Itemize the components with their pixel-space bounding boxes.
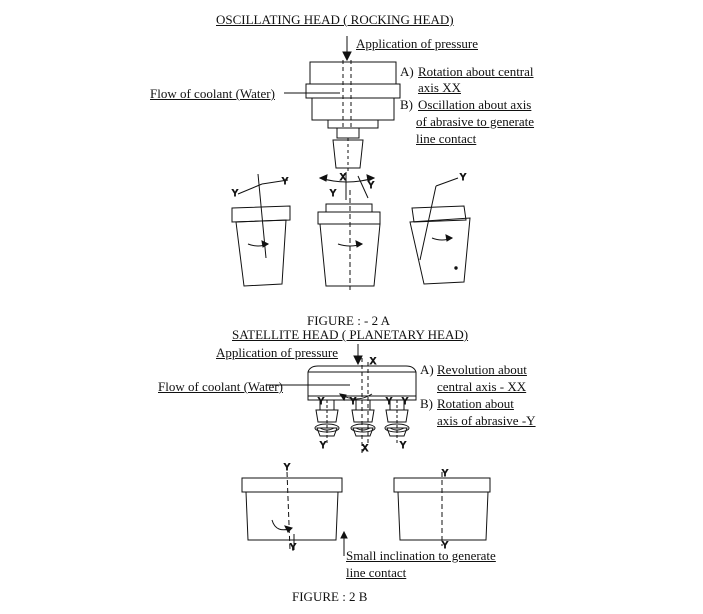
spindle-a xyxy=(333,128,363,172)
fig-a-note-b-line1: Oscillation about axis xyxy=(418,97,532,112)
axis-label-y-a1: Y xyxy=(330,188,337,198)
abrasive-block-left xyxy=(242,472,342,550)
axis-label-x-b1: X xyxy=(370,356,377,366)
fig-a-note-a-line2: axis XX xyxy=(418,80,461,95)
axis-label-y-b2: Y xyxy=(350,396,357,406)
fig-b-note-b-prefix: B) xyxy=(420,396,433,411)
fig-b-note-a-prefix: A) xyxy=(420,362,434,377)
fig-b-title: SATELLITE HEAD ( PLANETARY HEAD) xyxy=(232,327,469,342)
abrasive-tilted-right xyxy=(410,178,470,284)
fig-b-inclination-line1: Small inclination to generate xyxy=(346,548,496,563)
axis-label-x-b2: X xyxy=(362,443,369,453)
fig-b-pressure-label: Application of pressure xyxy=(216,345,339,360)
fig-a-note-b-line2: of abrasive to generate xyxy=(416,114,535,129)
fig-a-note-a-prefix: A) xyxy=(400,64,414,79)
satellite-abrasive-1 xyxy=(315,400,339,444)
axis-label-y-a4: Y xyxy=(282,176,289,186)
fig-a-note-b-line3: line contact xyxy=(416,131,477,146)
satellite-head-body xyxy=(266,358,416,454)
axis-label-y-b10: Y xyxy=(442,540,449,550)
fig-b-inclination-line2: line contact xyxy=(346,565,407,580)
abrasive-block-right xyxy=(394,472,490,546)
fig-a-title: OSCILLATING HEAD ( ROCKING HEAD) xyxy=(216,12,454,27)
oscillation-arrow xyxy=(320,172,374,200)
axis-label-y-b7: Y xyxy=(284,462,291,472)
axis-label-y-b5: Y xyxy=(320,440,327,450)
fig-b-note-a-line2: central axis - XX xyxy=(437,379,527,394)
fig-b-note-b-line1: Rotation about xyxy=(437,396,514,411)
pressure-arrow-a xyxy=(343,36,351,60)
satellite-abrasive-3 xyxy=(385,400,409,444)
fig-b-note-a-line1: Revolution about xyxy=(437,362,527,377)
axis-label-y-b4: Y xyxy=(402,396,409,406)
abrasive-tilted-left xyxy=(232,174,290,286)
axis-label-y-b3: Y xyxy=(386,396,393,406)
oscillating-head-body xyxy=(284,60,400,128)
fig-a-note-a-line1: Rotation about central xyxy=(418,64,534,79)
axis-label-y-b1: Y xyxy=(318,396,325,406)
axis-label-y-a5: Y xyxy=(460,172,467,182)
axis-label-y-b6: Y xyxy=(400,440,407,450)
fig-b-caption: FIGURE : 2 B xyxy=(292,589,368,604)
fig-b-note-b-line2: axis of abrasive -Y xyxy=(437,413,536,428)
axis-label-y-a3: Y xyxy=(232,188,239,198)
fig-b-coolant-label: Flow of coolant (Water) xyxy=(158,379,283,394)
fig-a-caption: FIGURE : - 2 A xyxy=(307,313,391,328)
axis-label-y-a2: Y xyxy=(368,180,375,190)
pressure-arrow-b xyxy=(354,344,362,364)
axis-label-y-b8: Y xyxy=(290,542,297,552)
fig-a-pressure-label: Application of pressure xyxy=(356,36,479,51)
axis-label-x-a: X xyxy=(340,172,347,182)
fig-a-note-b-prefix: B) xyxy=(400,97,413,112)
fig-a-coolant-label: Flow of coolant (Water) xyxy=(150,86,275,101)
axis-label-y-b9: Y xyxy=(442,468,449,478)
abrasive-center xyxy=(318,190,380,290)
